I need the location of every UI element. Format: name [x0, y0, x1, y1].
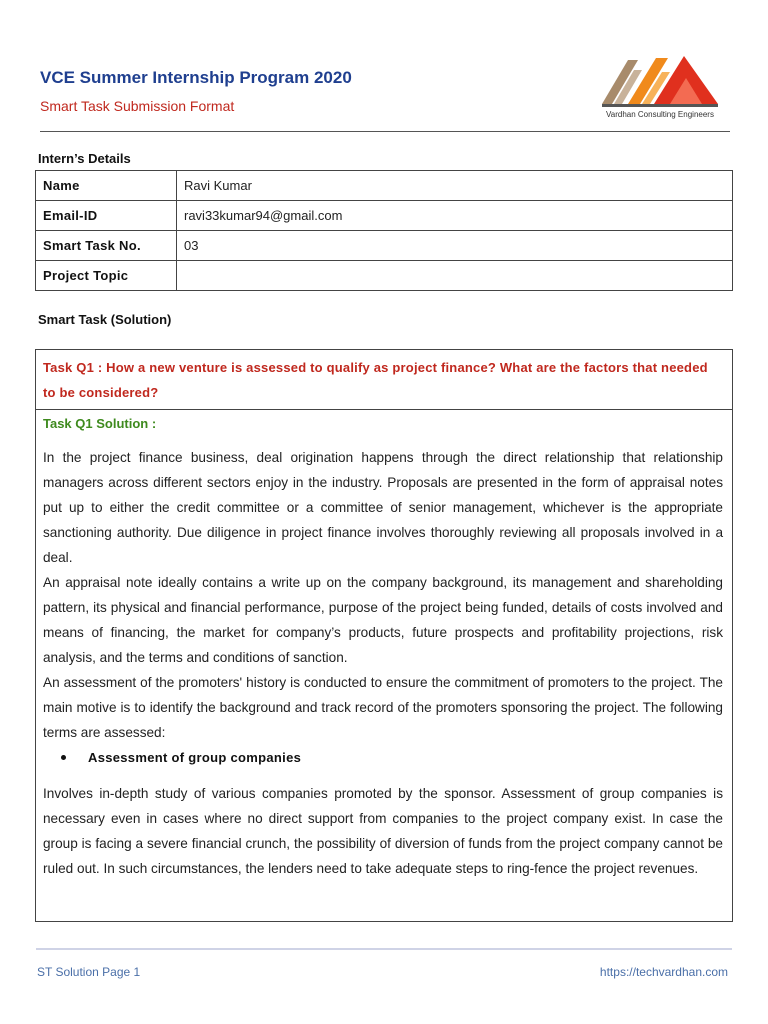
task-question: Task Q1 : How a new venture is assessed to qualify as project finance? What are the factors that needed to be considered? [36, 350, 732, 410]
table-row [36, 201, 733, 231]
smart-task-no-label: Smart Task No. [36, 231, 177, 261]
interns-details-table [35, 170, 733, 291]
footer-page-label: ST Solution Page 1 [37, 965, 141, 979]
paragraph-2: An appraisal note ideally contains a write up on the company background, its management and shareholding pattern, its physical and financial performance, purpose of the project being funded, details of costs involved and means of financing, the market for company’s products, future prospects and profitability projections, risk analysis, and the terms and conditions of sanction. [43, 575, 723, 665]
project-topic-value [177, 261, 733, 291]
page-title: VCE Summer Internship Program 2020 [40, 68, 352, 87]
bullet-paragraph: Involves in-depth study of various companies promoted by the sponsor. Assessment of group companies is necessary even in cases where no direct support from companies to the project company exist. In case the group is facing a severe financial crunch, the possibility of diversion of funds from the project company cannot be ruled out. In such circumstances, the lenders need to take adequate steps to ring-fence the project revenues. [43, 786, 723, 876]
table-row [36, 261, 733, 291]
logo-base [602, 104, 718, 107]
paragraph-3: An assessment of the promoters' history is conducted to ensure the commitment of promoters to the project. The main motive is to identify the background and track record of the promoters sponsoring the project. The following terms are assessed: [43, 675, 723, 740]
smart-task-label: Smart Task (Solution) [38, 312, 172, 327]
footer-divider [36, 948, 732, 950]
bullet-text: Assessment of group companies [88, 750, 302, 765]
paragraph-1: In the project finance business, deal origination happens through the direct relationship that relationship managers across different sectors enjoy in the industry. Proposals are presented in the form of appraisal notes put up to either the credit committee or a committee of senior management, whichever is the appropriate sanctioning authority. Due diligence in project finance involves thoroughly reviewing all proposals involved in a deal. [43, 450, 723, 565]
bullet-item [61, 745, 723, 770]
page-subtitle: Smart Task Submission Format [40, 98, 235, 114]
name-value: Ravi Kumar [177, 171, 733, 201]
solution-label: Task Q1 Solution : [43, 416, 157, 431]
table-row [36, 231, 733, 261]
email-label: Email-ID [36, 201, 177, 231]
solution-box [35, 349, 733, 922]
bullet-dot-icon [61, 755, 66, 760]
name-label: Name [36, 171, 177, 201]
smart-task-no-value: 03 [177, 231, 733, 261]
email-value: ravi33kumar94@gmail.com [177, 201, 733, 231]
footer-link[interactable]: https://techvardhan.com [599, 965, 728, 979]
logo-caption: Vardhan Consulting Engineers [606, 110, 714, 119]
table-row [36, 171, 733, 201]
project-topic-label: Project Topic [36, 261, 177, 291]
header-divider [40, 131, 730, 132]
task-answer [36, 410, 732, 881]
interns-details-label: Intern’s Details [38, 151, 131, 166]
